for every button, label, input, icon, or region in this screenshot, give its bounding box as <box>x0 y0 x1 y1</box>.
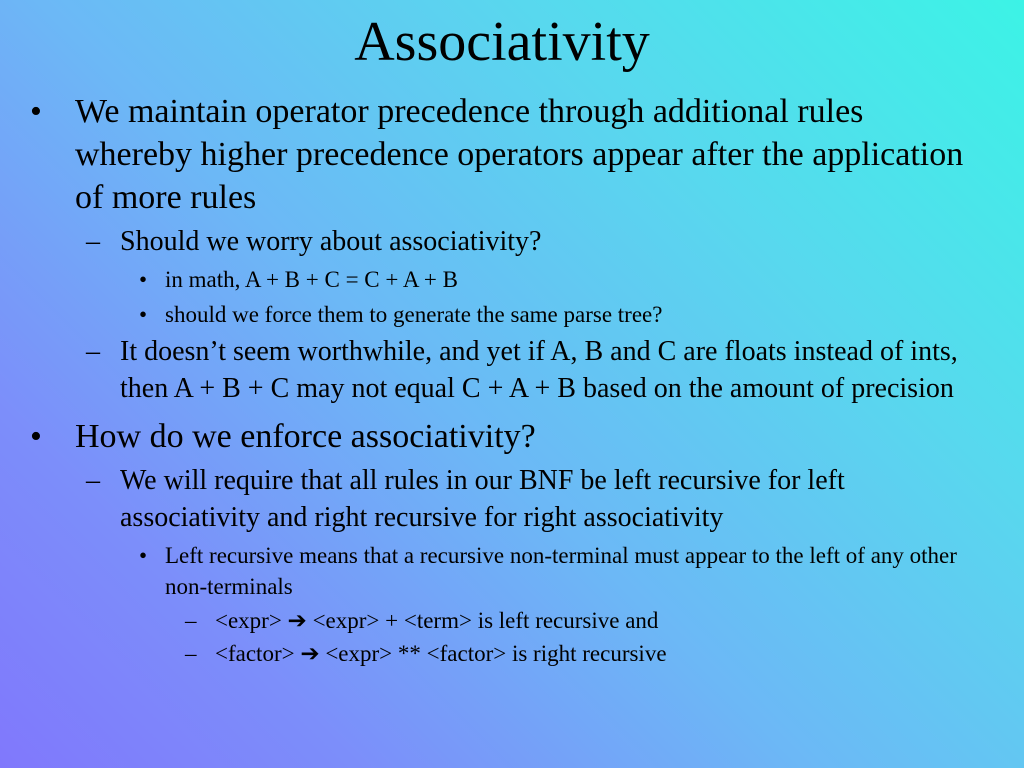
subsubbullet-left-recursive <box>139 540 975 602</box>
bullet-dash: – <box>86 336 100 367</box>
example-right-recursive <box>185 637 975 670</box>
example-left-recursive <box>185 604 975 637</box>
bullet-text: <expr> ➔ <expr> + <term> is left recursive and <box>215 608 659 633</box>
subsubbullet-parse-tree <box>139 299 975 330</box>
bullet-text: Left recursive means that a recursive non-terminal must appear to the left of any other non-terminals <box>165 543 957 599</box>
bullet-text: in math, A + B + C = C + A + B <box>165 267 458 292</box>
bullet-text: <factor> ➔ <expr> ** <factor> is right recursive <box>215 641 667 666</box>
bullet-dash: – <box>185 608 197 633</box>
bullet-dot: • <box>139 267 148 292</box>
bullet-dot: • <box>139 543 148 568</box>
bullet-text: should we force them to generate the same parse tree? <box>165 302 663 327</box>
bullet-dash: – <box>86 226 100 257</box>
bullet-text: We will require that all rules in our BNF be left recursive for left associativity and right recursive for right associativity <box>120 465 845 533</box>
bullet-dot: • <box>139 302 148 327</box>
bullet-dot: • <box>30 418 42 455</box>
subsubbullet-math <box>139 264 975 295</box>
bullet-dash: – <box>185 641 197 666</box>
bullet-text: Should we worry about associativity? <box>120 226 542 257</box>
bullet-dot: • <box>30 93 42 130</box>
slide-title: Associativity <box>354 11 650 73</box>
bullet-text: How do we enforce associativity? <box>75 418 536 455</box>
subbullet-floats <box>86 333 990 407</box>
subbullet-worry <box>86 223 990 260</box>
slide-content <box>0 90 1024 670</box>
bullet-enforce <box>30 415 975 458</box>
bullet-text: We maintain operator precedence through additional rules whereby higher precedence operators appear after the application of more rules <box>75 93 964 216</box>
bullet-text: It doesn’t seem worthwhile, and yet if A, B and C are floats instead of ints, then A + B + C may not equal C + A + B based on the amount of precision <box>120 336 958 404</box>
bullet-dash: – <box>86 465 100 496</box>
subbullet-bnf <box>86 462 990 536</box>
bullet-precedence <box>30 90 975 219</box>
